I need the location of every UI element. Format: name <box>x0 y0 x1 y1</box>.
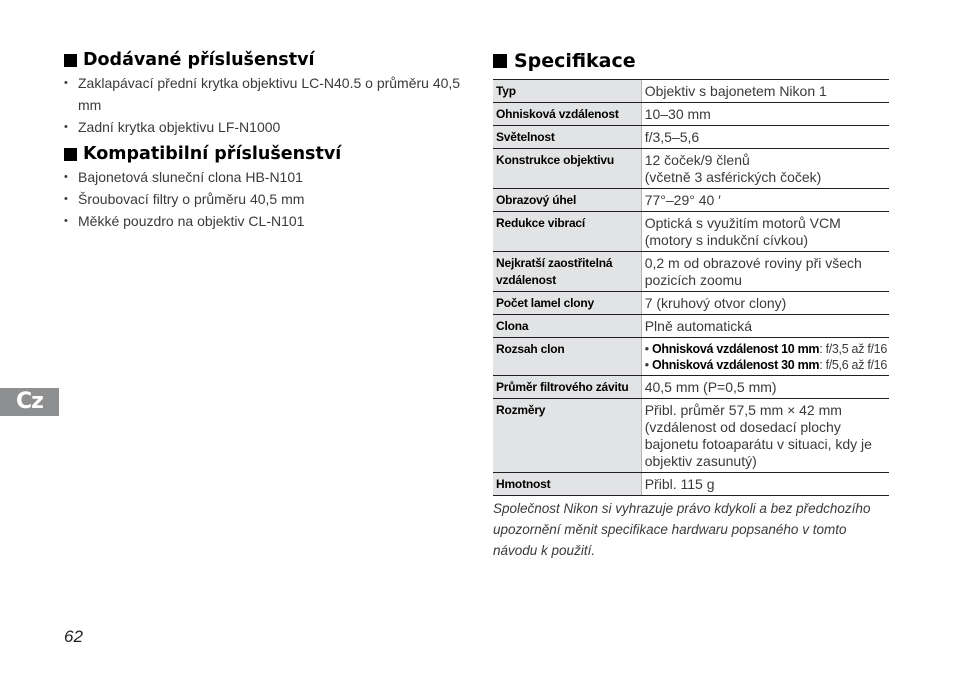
aperture-range: : f/3,5 až f/16 <box>819 342 887 356</box>
spec-value: 77°–29° 40 ′ <box>641 189 889 212</box>
spec-value-line: 12 čoček/9 členů <box>644 152 750 168</box>
spec-label: Počet lamel clony <box>493 292 641 315</box>
spec-label: Redukce vibrací <box>493 212 641 252</box>
table-row <box>493 126 889 149</box>
table-row <box>493 376 889 399</box>
spec-label: Světelnost <box>493 126 641 149</box>
spec-value <box>641 338 889 376</box>
spec-label: Hmotnost <box>493 473 641 496</box>
list-item: • Bajonetová sluneční clona HB-N101 <box>64 166 464 188</box>
spec-value-line: (včetně 3 asférických čoček) <box>644 169 822 185</box>
table-row <box>493 338 889 376</box>
spec-value: 40,5 mm (P=0,5 mm) <box>641 376 889 399</box>
spec-label: Konstrukce objektivu <box>493 149 641 189</box>
accessories-heading-text: Dodávané příslušenství <box>83 50 315 70</box>
aperture-line: • Ohnisková vzdálenost 10 mm: f/3,5 až f/16 <box>644 342 887 356</box>
spec-label: Clona <box>493 315 641 338</box>
specs-heading-text: Specifikace <box>514 50 636 72</box>
spec-label: Rozměry <box>493 399 641 473</box>
right-column <box>493 49 889 561</box>
spec-label: Ohnisková vzdálenost <box>493 103 641 126</box>
spec-value: f/3,5–5,6 <box>641 126 889 149</box>
language-tab: Cz <box>0 388 59 416</box>
spec-label: Obrazový úhel <box>493 189 641 212</box>
spec-value: 0,2 m od obrazové roviny při všech pozicích zoomu <box>641 252 889 292</box>
table-row <box>493 292 889 315</box>
table-row <box>493 212 889 252</box>
spec-label: Typ <box>493 80 641 103</box>
spec-label: Nejkratší zaostřitelná vzdálenost <box>493 252 641 292</box>
aperture-focal-label: Ohnisková vzdálenost 30 mm <box>651 358 820 372</box>
table-row <box>493 473 889 496</box>
square-bullet-icon <box>64 148 77 161</box>
list-item: • Šroubovací filtry o průměru 40,5 mm <box>64 188 464 210</box>
aperture-line: • Ohnisková vzdálenost 30 mm: f/5,6 až f/16 <box>644 358 887 372</box>
spec-label: Průměr filtrového závitu <box>493 376 641 399</box>
aperture-range: : f/5,6 až f/16 <box>819 358 887 372</box>
accessories-heading <box>64 49 464 71</box>
table-row <box>493 103 889 126</box>
left-column <box>64 49 464 237</box>
accessories-list <box>64 72 464 138</box>
spec-value: 10–30 mm <box>641 103 889 126</box>
spec-value: 7 (kruhový otvor clony) <box>641 292 889 315</box>
spec-value: Přibl. průměr 57,5 mm × 42 mm (vzdálenost od dosedací plochy bajonetu fotoaparátu v situaci, kdy je objektiv zasunutý) <box>641 399 889 473</box>
page-number: 62 <box>64 627 83 646</box>
spec-value <box>641 149 889 189</box>
spec-value: Optická s využitím motorů VCM (motory s indukční cívkou) <box>641 212 889 252</box>
spec-label: Rozsah clon <box>493 338 641 376</box>
table-row <box>493 315 889 338</box>
specs-table <box>493 79 889 496</box>
square-bullet-icon <box>64 54 77 67</box>
table-row <box>493 399 889 473</box>
spec-value: Plně automatická <box>641 315 889 338</box>
specs-footnote: Společnost Nikon si vyhrazuje právo kdykoli a bez předchozího upozornění měnit specifikace hardwaru popsaného v tomto návodu k použití. <box>493 501 871 558</box>
square-bullet-icon <box>493 54 507 68</box>
aperture-focal-label: Ohnisková vzdálenost 10 mm <box>651 342 820 356</box>
table-row <box>493 189 889 212</box>
list-item: • Zaklapávací přední krytka objektivu LC-N40.5 o průměru 40,5 mm <box>64 72 464 116</box>
list-item: • Zadní krytka objektivu LF-N1000 <box>64 116 464 138</box>
compatible-list <box>64 166 464 232</box>
table-row <box>493 252 889 292</box>
list-item: • Měkké pouzdro na objektiv CL-N101 <box>64 210 464 232</box>
spec-value: Přibl. 115 g <box>641 473 889 496</box>
table-row <box>493 80 889 103</box>
table-row <box>493 149 889 189</box>
spec-value: Objektiv s bajonetem Nikon 1 <box>641 80 889 103</box>
compatible-heading-text: Kompatibilní příslušenství <box>83 144 342 164</box>
compatible-heading <box>64 143 464 165</box>
specs-heading <box>493 49 889 73</box>
